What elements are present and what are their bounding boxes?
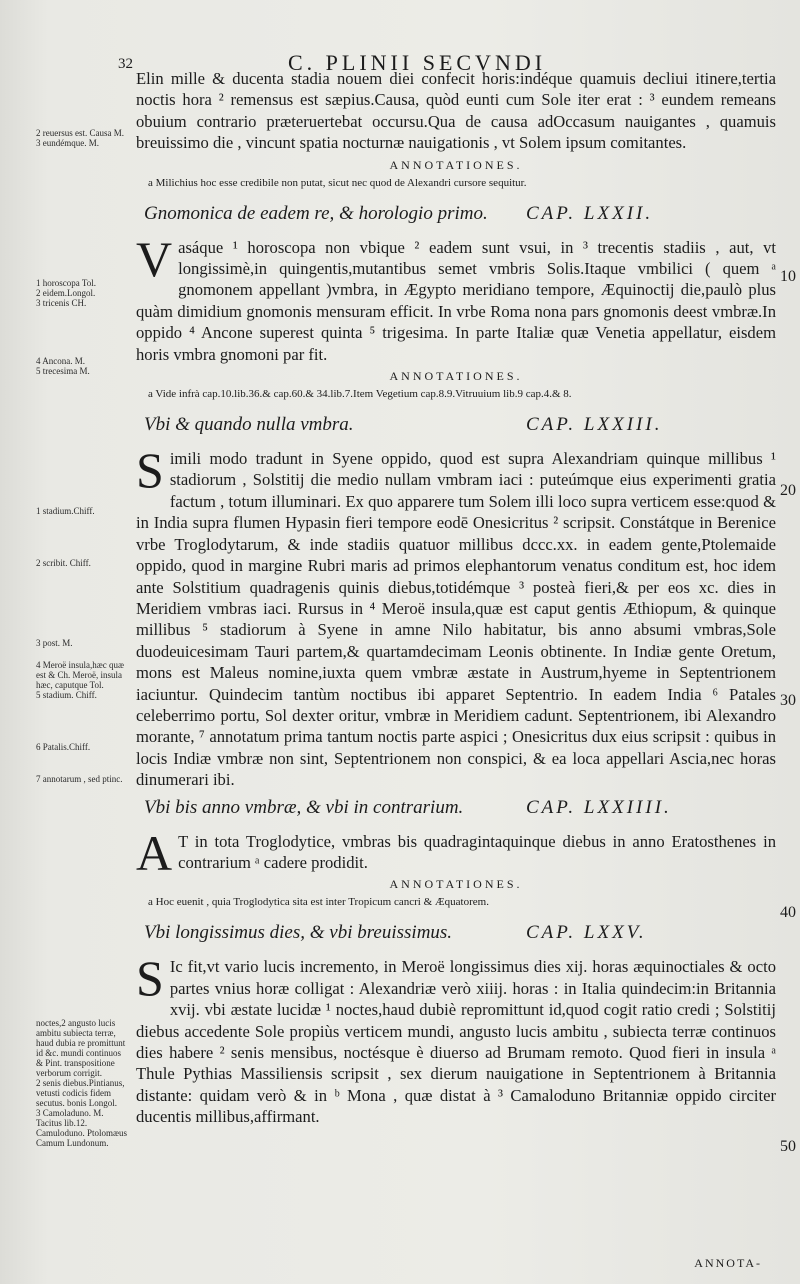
chapter-paragraph	[136, 950, 776, 1127]
line-number: 20	[780, 482, 796, 499]
margin-note: 1 horoscopa Tol. 2 eidem.Longol. 3 tricenis CH.	[36, 278, 96, 308]
chapter-number: CAP. LXXIII.	[526, 414, 663, 436]
annotations-heading: ANNOTATIONES.	[389, 157, 523, 172]
drop-cap: S	[136, 442, 164, 499]
running-head: C. PLINII SECVNDI	[288, 50, 547, 75]
margin-note: 2 reuersus est. Causa M. 3 eundémque. M.	[36, 128, 124, 148]
chapter-number: CAP. LXXIIII.	[526, 796, 672, 818]
chapter-title: Vbi & quando nulla vmbra.	[144, 414, 354, 436]
chapter-heading	[144, 410, 776, 442]
chapter-title: Vbi bis anno vmbræ, & vbi in contrarium.	[144, 796, 464, 818]
margin-note: 2 scribit. Chiff.	[36, 558, 91, 568]
chapter-title: Gnomonica de eadem re, & horologio primo.	[144, 202, 488, 224]
margin-note: 1 stadium.Chiff.	[36, 506, 95, 516]
annotations-heading: ANNOTATIONES.	[389, 877, 523, 892]
paragraph-text: asáque ¹ horoscopa non vbique ² eadem sunt vsui, in ³ trecentis stadiis , aut, vt longissimè,in quingentis,mutantibus semet vmbris Solis.Itaque vmbilici ( quem ᵃ gnomonem appellant )vmbra, in Ægypto meridiano tempore, Æquinoctij die,paulò plus quàm dimidium gnomonis mensuram efficit. In vrbe Roma nona pars gnomonis deest vmbræ.In oppido ⁴ Ancone superest quinta ⁵ trigesima. In parte Italiæ quæ Venetia appellatur, eisdem horis vmbra gnomoni par fit.	[136, 237, 776, 364]
catchword: ANNOTA-	[694, 1256, 762, 1270]
chapter-heading	[144, 918, 776, 950]
chapter-paragraph	[136, 824, 776, 881]
margin-note: noctes,2 angusto lucis ambitu subiecta terræ, haud dubia re promittunt id &c. mundi continuos & Pint. transpositione verborum corrigit. 2 senis diebus.Pintianus, vetusti codicis fidem secutus. bonis Longol. 3 Camoladuno. M. Tacitus lib.12. Camuloduno. Ptolomæus Camum Lundonum.	[36, 1018, 128, 1148]
line-number: 10	[780, 268, 796, 285]
chapter-heading	[144, 793, 776, 825]
paragraph-text: Ic fit,vt vario lucis incremento, in Meroë longissimus dies xij. horas æquinoctiales & octo partes vnius horæ colligat : Alexandriæ verò xiiij. horas : in Italia quindecim:in Britannia xvij. vbi æstate lucidæ ¹ noctes,haud dubiè repromittunt id,quod cogit ratio credi ; Solstitij diebus accedente Sole propiùs verticem mundi, angusto lucis ambitu , subiecta terræ continuos dies habere ² senis mensibus, noctésque è diuerso ad Brumam remoto. Quod fieri in insula ᵃ Thule Pythias Massiliensis scripsit , sex dierum nauigatione in Septentrionem à Britannia distante: quidam verò & in ᵇ Mona , quæ distat à ³ Camaloduno Britanniæ oppido circiter ducentis millibus,affirmant.	[136, 957, 776, 1127]
margin-note: 4 Ancona. M. 5 trecesima M.	[36, 356, 90, 376]
drop-cap: V	[136, 230, 173, 287]
annotation-note: a Hoc euenit , quia Troglodytica sita est inter Tropicum cancri & Æquatorem.	[148, 896, 489, 909]
opening-paragraph: Elin mille & ducenta stadia nouem diei confecit horis:indéque quamuis decliui itinere,tertia noctis hora ² remensus est sæpius.Causa, quòd eunti cum Sole iter erat : ³ eundem remeans obuium contrario præteruertebat occursu.Qua de causa adOccasum nauigantes , quamuis breuissimo die , vincunt spatia nocturnæ nauigationis , vt Solem ipsum comitantes.	[136, 69, 776, 153]
chapter-paragraph	[136, 442, 776, 791]
line-number: 50	[780, 1138, 796, 1155]
margin-note: 7 annotarum , sed ptinc.	[36, 774, 123, 784]
paragraph-text: T in tota Troglodytice, vmbras bis quadragintaquinque diebus in anno Eratosthenes in contrarium ᵃ cadere prodidit.	[178, 831, 776, 872]
drop-cap: A	[136, 824, 173, 881]
chapter-heading	[144, 199, 776, 231]
drop-cap: S	[136, 950, 164, 1007]
paragraph-text: imili modo tradunt in Syene oppido, quod est supra Alexandriam quinque millibus ¹ stadiorum , Solstitij die medio nullam vmbram iaci : puteúmque eius experimenti gratia factum , totum illuminari. Ex quo apparere tum Solem illi loco supra verticem esse:quod & in India supra flumen Hypasin fieri tempore eodē Onesicritus ² scripsit. Constátque in Berenice vrbe Troglodytarum, & inde stadiis quatuor millibus dccc.xx. in eadem gente,Ptolemaide oppido, quod in margine Rubri maris ad primos elephantorum venatus conditum est, hoc idem ante Solstitium quadragenis quinis diebus,totidémque ³ posteà fieri,& per eos xc. dies in Meridiem vmbras iaci. Rursus in ⁴ Meroë insula,quæ est caput gentis Æthiopum, & quinque millibus ⁵ stadiorum à Syene in amne Nilo habitatur, bis anno absumi vmbras,Sole duodeuicesimam Tauri partem,& quartamdecimam Leonis obtinente. In Indiæ gente Oretum, mons est Maleus nomine,iuxta quem vmbræ æstate in Austrum,hyeme in Septentrionem iaciuntur. Quindecim tantùm noctibus ibi apparet Septentrio. In eadem India ⁶ Patales celeberrimo portu, Sol dexter oritur, vmbræ in Meridiem cadunt. Septentrionem, ibi Alexandro morante, ⁷ annotatum prima tantum noctis parte aspici ; Onesicritus dux eius scripsit : quibus in locis Indiæ vmbræ non sint, Septentrionem non conspici, & ea loca appellari Ascia,nec horas dinumerari ibi.	[136, 449, 776, 790]
chapter-paragraph	[136, 230, 776, 365]
chapter-number: CAP. LXXV.	[526, 922, 647, 944]
chapter-title: Vbi longissimus dies, & vbi breuissimus.	[144, 922, 453, 944]
page-number: 32	[118, 56, 133, 72]
annotations-heading: ANNOTATIONES.	[389, 369, 523, 384]
main-text-column	[136, 68, 776, 1128]
annotation-note: a Milichius hoc esse credibile non putat, sicut nec quod de Alexandri cursore sequitur.	[148, 176, 527, 189]
line-number: 40	[780, 904, 796, 921]
margin-note: 6 Patalis.Chiff.	[36, 742, 91, 752]
margin-note: 4 Meroë insula,hæc quæ est & Ch. Meroë, insula hæc, caputque Tol. 5 stadium. Chiff.	[36, 660, 124, 700]
annotation-note: a Vide infrà cap.10.lib.36.& cap.60.& 34.lib.7.Item Vegetium cap.8.9.Vitruuium lib.9 cap.4.& 8.	[148, 388, 572, 401]
chapter-number: CAP. LXXII.	[526, 202, 654, 224]
margin-note: 3 post. M.	[36, 638, 73, 648]
line-number: 30	[780, 692, 796, 709]
